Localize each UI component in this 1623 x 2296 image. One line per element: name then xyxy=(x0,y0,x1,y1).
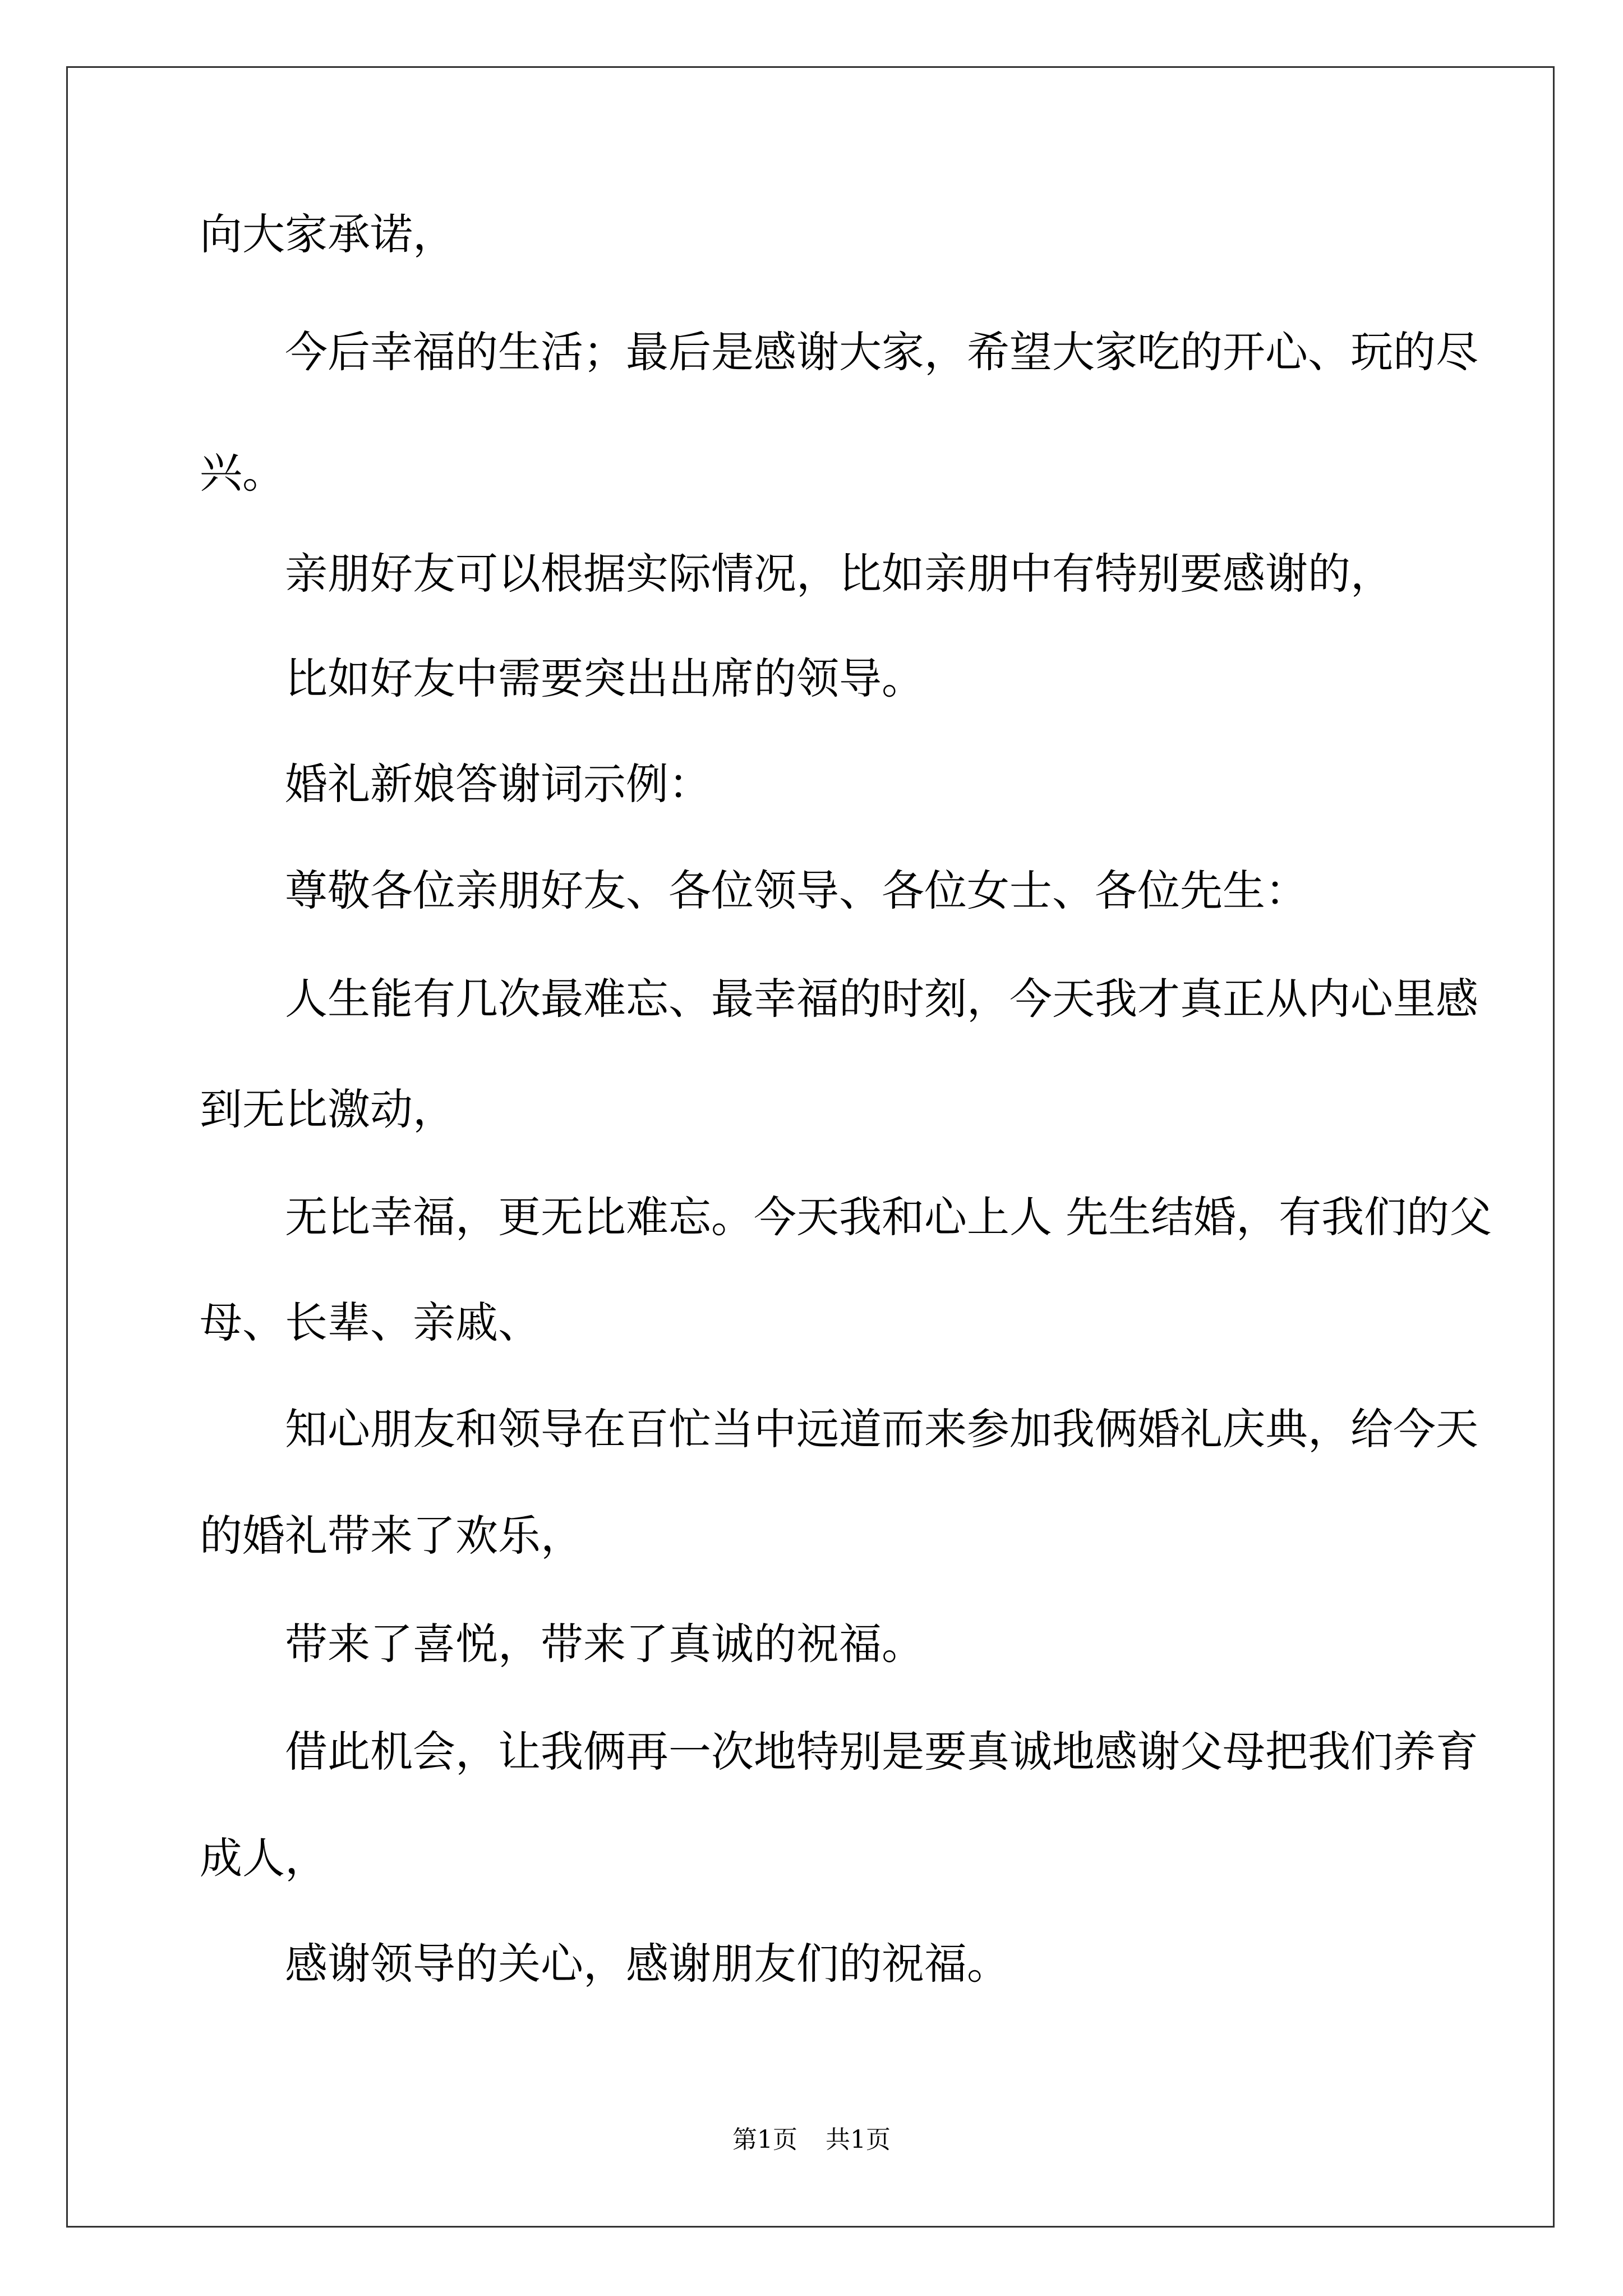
text-line-11: 母、长辈、亲戚、 xyxy=(200,1297,541,1347)
text-line-17: 感谢领导的关心，感谢朋友们的祝福。 xyxy=(285,1939,1009,1989)
text-line-6: 婚礼新娘答谢词示例： xyxy=(285,759,711,809)
text-line-3: 兴。 xyxy=(200,448,285,498)
page-total: 共1页 xyxy=(826,2125,891,2154)
page-border xyxy=(66,66,1555,2228)
text-line-5: 比如好友中需要突出出席的领导。 xyxy=(285,654,924,703)
text-line-16: 成人， xyxy=(200,1833,328,1883)
text-line-13: 的婚礼带来了欢乐， xyxy=(200,1511,583,1561)
text-line-2: 今后幸福的生活；最后是感谢大家，希望大家吃的开心、玩的尽 xyxy=(285,327,1478,377)
text-line-15: 借此机会，让我俩再一次地特别是要真诚地感谢父母把我们养育 xyxy=(285,1727,1478,1777)
text-line-4: 亲朋好友可以根据实际情况，比如亲朋中有特别要感谢的， xyxy=(285,549,1393,599)
text-line-12: 知心朋友和领导在百忙当中远道而来参加我俩婚礼庆典，给今天 xyxy=(285,1404,1478,1454)
text-line-14: 带来了喜悦，带来了真诚的祝福。 xyxy=(285,1619,924,1669)
page-footer xyxy=(0,2119,1623,2155)
text-line-7: 尊敬各位亲朋好友、各位领导、各位女士、各位先生： xyxy=(285,866,1308,915)
text-line-1: 向大家承诺， xyxy=(200,209,455,259)
text-line-8: 人生能有几次最难忘、最幸福的时刻，今天我才真正从内心里感 xyxy=(285,974,1478,1024)
text-line-10: 无比幸福，更无比难忘。今天我和心上人 先生结婚，有我们的父 xyxy=(285,1192,1492,1242)
page-number: 第1页 xyxy=(732,2125,797,2154)
text-line-9: 到无比激动， xyxy=(200,1084,455,1134)
